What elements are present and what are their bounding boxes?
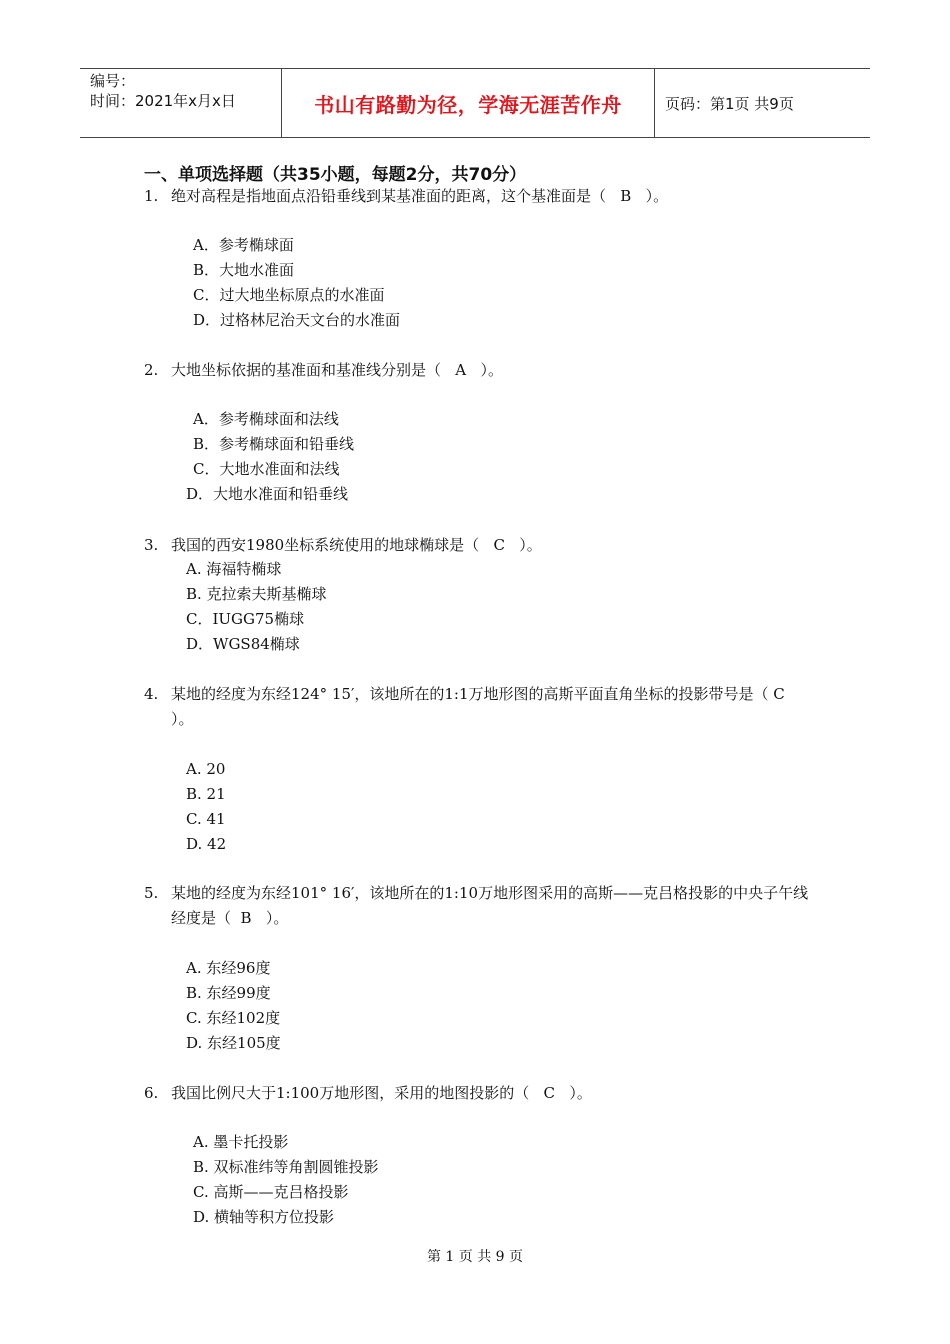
page-footer: 第 1 页 共 9 页 xyxy=(426,1249,524,1265)
option-c: C．IUGG75椭球 xyxy=(186,610,305,628)
question-stem: 我国比例尺大于1:100万地形图，采用的地图投影的（ C ）。 xyxy=(171,1084,592,1102)
question-2 xyxy=(144,358,814,383)
question-number: 4. xyxy=(144,685,159,703)
question-stem: 某地的经度为东经101° 16′，该地所在的1:10万地形图采用的高斯——克吕格投影的中央子午线经度是（ B ）。 xyxy=(171,884,809,927)
option-d: D. 横轴等积方位投影 xyxy=(193,1208,335,1226)
option-a: A．参考椭球面和法线 xyxy=(193,410,339,428)
question-stem: 某地的经度为东经124° 15′，该地所在的1:1万地形图的高斯平面直角坐标的投影带号是（ C ）。 xyxy=(171,685,800,728)
option-a: A. 20 xyxy=(186,760,226,778)
option-d: D．过格林尼治天文台的水准面 xyxy=(193,311,401,329)
question-4 xyxy=(144,682,814,732)
option-c: C. 东经102度 xyxy=(186,1009,281,1027)
header-motto: 书山有路勤为径，学海无涯苦作舟 xyxy=(282,69,655,137)
option-b: B. 东经99度 xyxy=(186,984,271,1002)
option-b: B．大地水准面 xyxy=(193,261,295,279)
question-6 xyxy=(144,1081,814,1106)
option-a: A．参考椭球面 xyxy=(193,236,294,254)
question-5 xyxy=(144,881,814,931)
question-stem: 大地坐标依据的基准面和基准线分别是（ A ）。 xyxy=(171,361,503,379)
option-a: A. 墨卡托投影 xyxy=(193,1133,289,1151)
option-c: C. 41 xyxy=(186,810,226,828)
header-meta xyxy=(80,69,282,137)
option-a: A. 东经96度 xyxy=(186,959,271,977)
option-d: D．大地水准面和铅垂线 xyxy=(186,485,349,503)
option-c: C. 高斯——克吕格投影 xyxy=(193,1183,349,1201)
option-d: D. 东经105度 xyxy=(186,1034,281,1052)
question-number: 6. xyxy=(144,1084,159,1102)
question-number: 3. xyxy=(144,536,159,554)
header-page-label: 页码：第1页 共9页 xyxy=(665,94,794,113)
question-3 xyxy=(144,533,814,558)
option-b: B. 21 xyxy=(186,785,226,803)
question-stem: 绝对高程是指地面点沿铅垂线到某基准面的距离，这个基准面是（ B ）。 xyxy=(171,187,669,205)
document-time-label: 时间：2021年x月x日 xyxy=(90,92,236,110)
question-stem: 我国的西安1980坐标系统使用的地球椭球是（ C ）。 xyxy=(171,536,542,554)
question-1 xyxy=(144,184,814,209)
option-b: B. 克拉索夫斯基椭球 xyxy=(186,585,327,603)
option-b: B. 双标准纬等角割圆锥投影 xyxy=(193,1158,379,1176)
option-d: D．WGS84椭球 xyxy=(186,635,300,653)
option-c: C．大地水准面和法线 xyxy=(193,460,340,478)
question-number: 2. xyxy=(144,361,159,379)
document-number-label: 编号： xyxy=(90,72,136,90)
question-number: 1. xyxy=(144,187,159,205)
option-c: C．过大地坐标原点的水准面 xyxy=(193,286,385,304)
option-b: B．参考椭球面和铅垂线 xyxy=(193,435,355,453)
option-a: A. 海福特椭球 xyxy=(186,560,282,578)
section-title: 一、单项选择题（共35小题，每题2分，共70分） xyxy=(144,165,527,185)
question-number: 5. xyxy=(144,884,159,902)
option-d: D. 42 xyxy=(186,835,227,853)
page-header xyxy=(80,68,870,138)
